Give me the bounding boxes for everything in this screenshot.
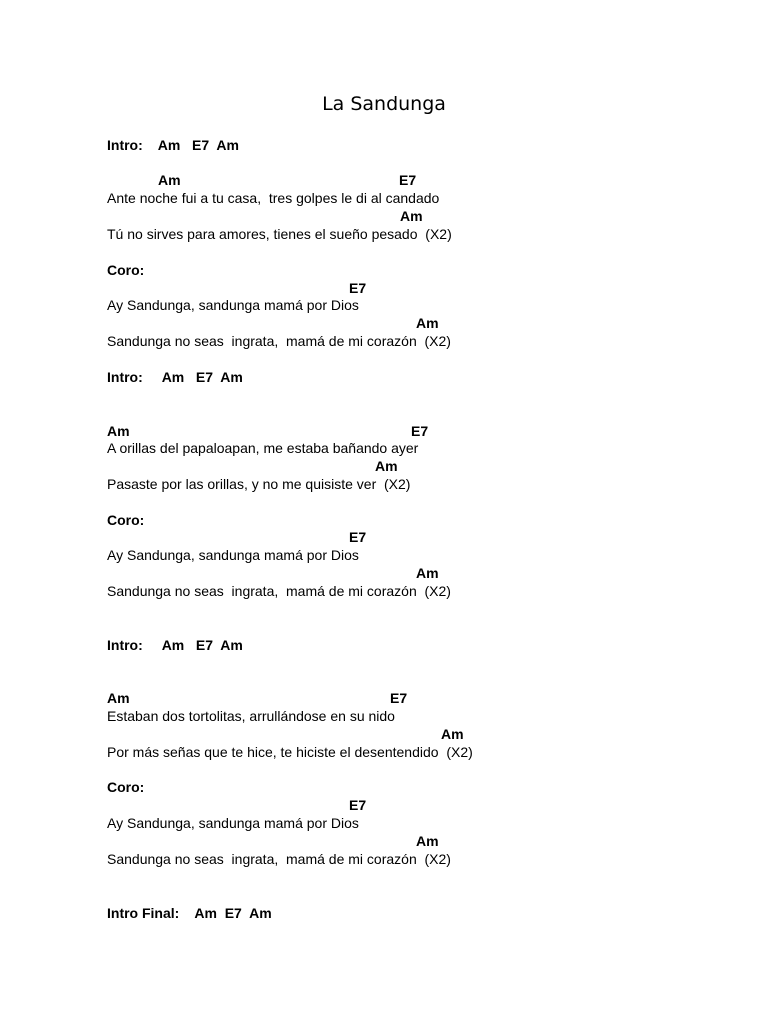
intro-line: Intro: Am E7 Am [107, 369, 243, 385]
lyric-line: Pasaste por las orillas, y no me quisiste ver (X2) [107, 476, 411, 492]
chorus-label: Coro: [107, 779, 145, 795]
lyric-line: Ay Sandunga, sandunga mamá por Dios [107, 547, 359, 563]
chorus-label: Coro: [107, 262, 145, 278]
chord-am: Am [158, 172, 181, 188]
chord-am: Am [400, 208, 423, 224]
chorus-label: Coro: [107, 512, 145, 528]
chord-am: Am [416, 565, 439, 581]
lyric-line: Ante noche fui a tu casa, tres golpes le di al candado [107, 190, 440, 206]
lyric-line: Ay Sandunga, sandunga mamá por Dios [107, 297, 359, 313]
chord-am: Am [375, 458, 398, 474]
lyric-line: Por más señas que te hice, te hiciste el desentendido (X2) [107, 744, 473, 760]
intro-line: Intro: Am E7 Am [107, 637, 243, 653]
lyric-line: Sandunga no seas ingrata, mamá de mi corazón (X2) [107, 583, 451, 599]
chord-am: Am [416, 315, 439, 331]
chord-e7: E7 [349, 529, 367, 545]
lyric-line: Sandunga no seas ingrata, mamá de mi corazón (X2) [107, 333, 451, 349]
chord-am: Am [441, 726, 464, 742]
chord-am: Am [107, 423, 130, 439]
lyric-line: Sandunga no seas ingrata, mamá de mi corazón (X2) [107, 851, 451, 867]
intro-final-line: Intro Final: Am E7 Am [107, 905, 272, 921]
lyric-line: Ay Sandunga, sandunga mamá por Dios [107, 815, 359, 831]
lyric-line: Tú no sirves para amores, tienes el sueño pesado (X2) [107, 226, 452, 242]
intro-line: Intro: Am E7 Am [107, 137, 239, 153]
chord-e7: E7 [349, 797, 367, 813]
chord-e7: E7 [349, 280, 367, 296]
song-title: La Sandunga [322, 93, 446, 115]
lyric-line: A orillas del papaloapan, me estaba bañando ayer [107, 440, 419, 456]
chord-am: Am [416, 833, 439, 849]
lyric-line: Estaban dos tortolitas, arrullándose en su nido [107, 708, 395, 724]
chord-e7: E7 [411, 423, 429, 439]
chord-e7: E7 [399, 172, 417, 188]
chord-am: Am [107, 690, 130, 706]
chord-e7: E7 [390, 690, 408, 706]
